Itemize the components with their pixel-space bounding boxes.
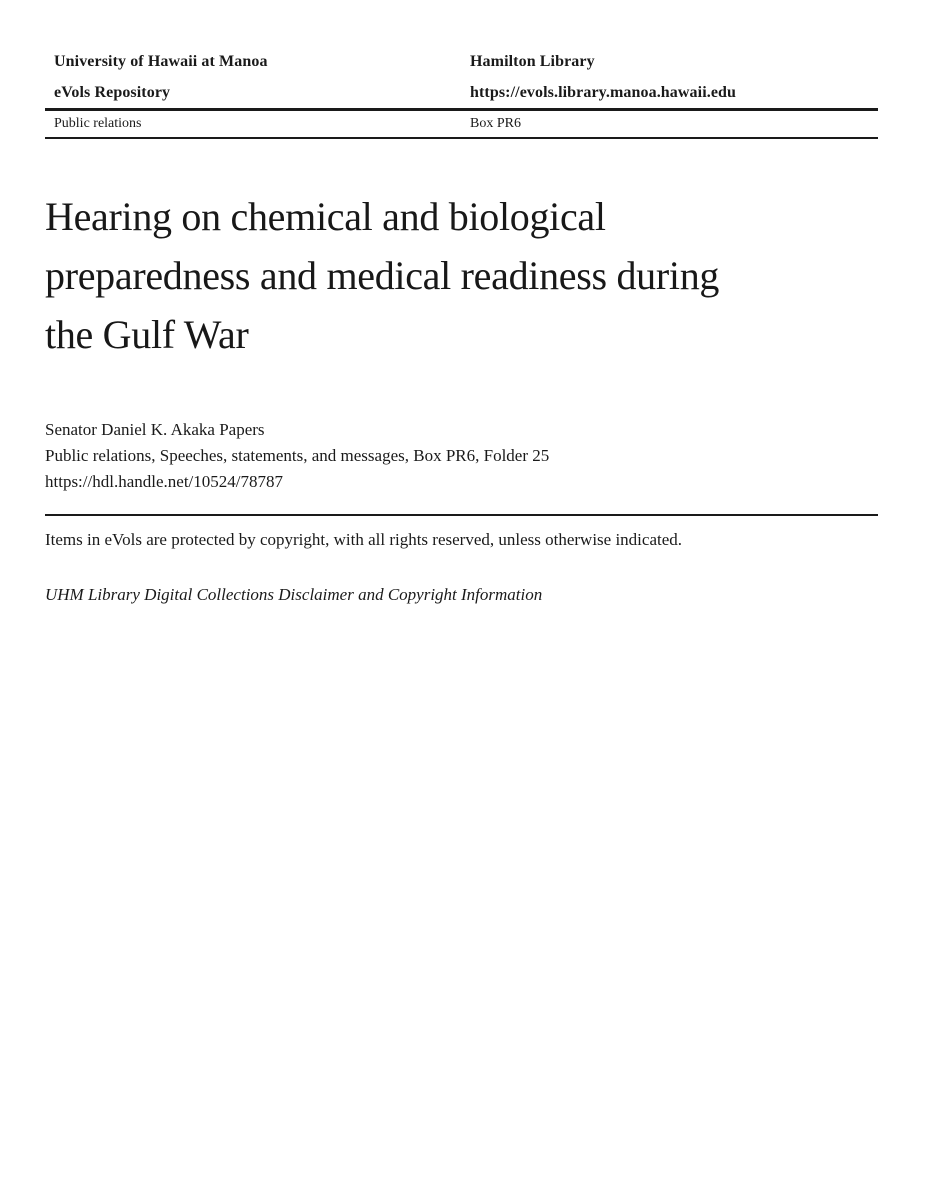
institution-name: University of Hawaii at Manoa bbox=[54, 53, 268, 70]
repository-url-link[interactable]: https://evols.library.manoa.hawaii.edu bbox=[470, 84, 737, 101]
header-cell-institution bbox=[45, 46, 461, 108]
header-row-series bbox=[45, 111, 878, 139]
series-label: Public relations bbox=[54, 116, 142, 131]
metadata-block bbox=[45, 417, 878, 495]
header-row-main bbox=[45, 46, 878, 111]
copyright-notice: Items in eVols are protected by copyright, with all rights reserved, unless otherwise indicated. bbox=[45, 530, 683, 549]
header-table bbox=[45, 46, 878, 139]
repository-name: eVols Repository bbox=[54, 84, 171, 101]
collection-name: Senator Daniel K. Akaka Papers bbox=[45, 420, 265, 439]
footer-divider bbox=[45, 514, 878, 516]
box-label: Box PR6 bbox=[470, 116, 521, 131]
source-location-line: Public relations, Speeches, statements, and messages, Box PR6, Folder 25 bbox=[45, 446, 550, 465]
handle-url-link[interactable]: https://hdl.handle.net/10524/78787 bbox=[45, 472, 283, 491]
document-title: Hearing on chemical and biological preparedness and medical readiness during the Gulf War bbox=[45, 194, 720, 357]
header-cell-library bbox=[461, 46, 878, 108]
library-name: Hamilton Library bbox=[470, 53, 595, 70]
disclaimer-copyright-link[interactable]: UHM Library Digital Collections Disclaimer and Copyright Information bbox=[45, 585, 543, 604]
